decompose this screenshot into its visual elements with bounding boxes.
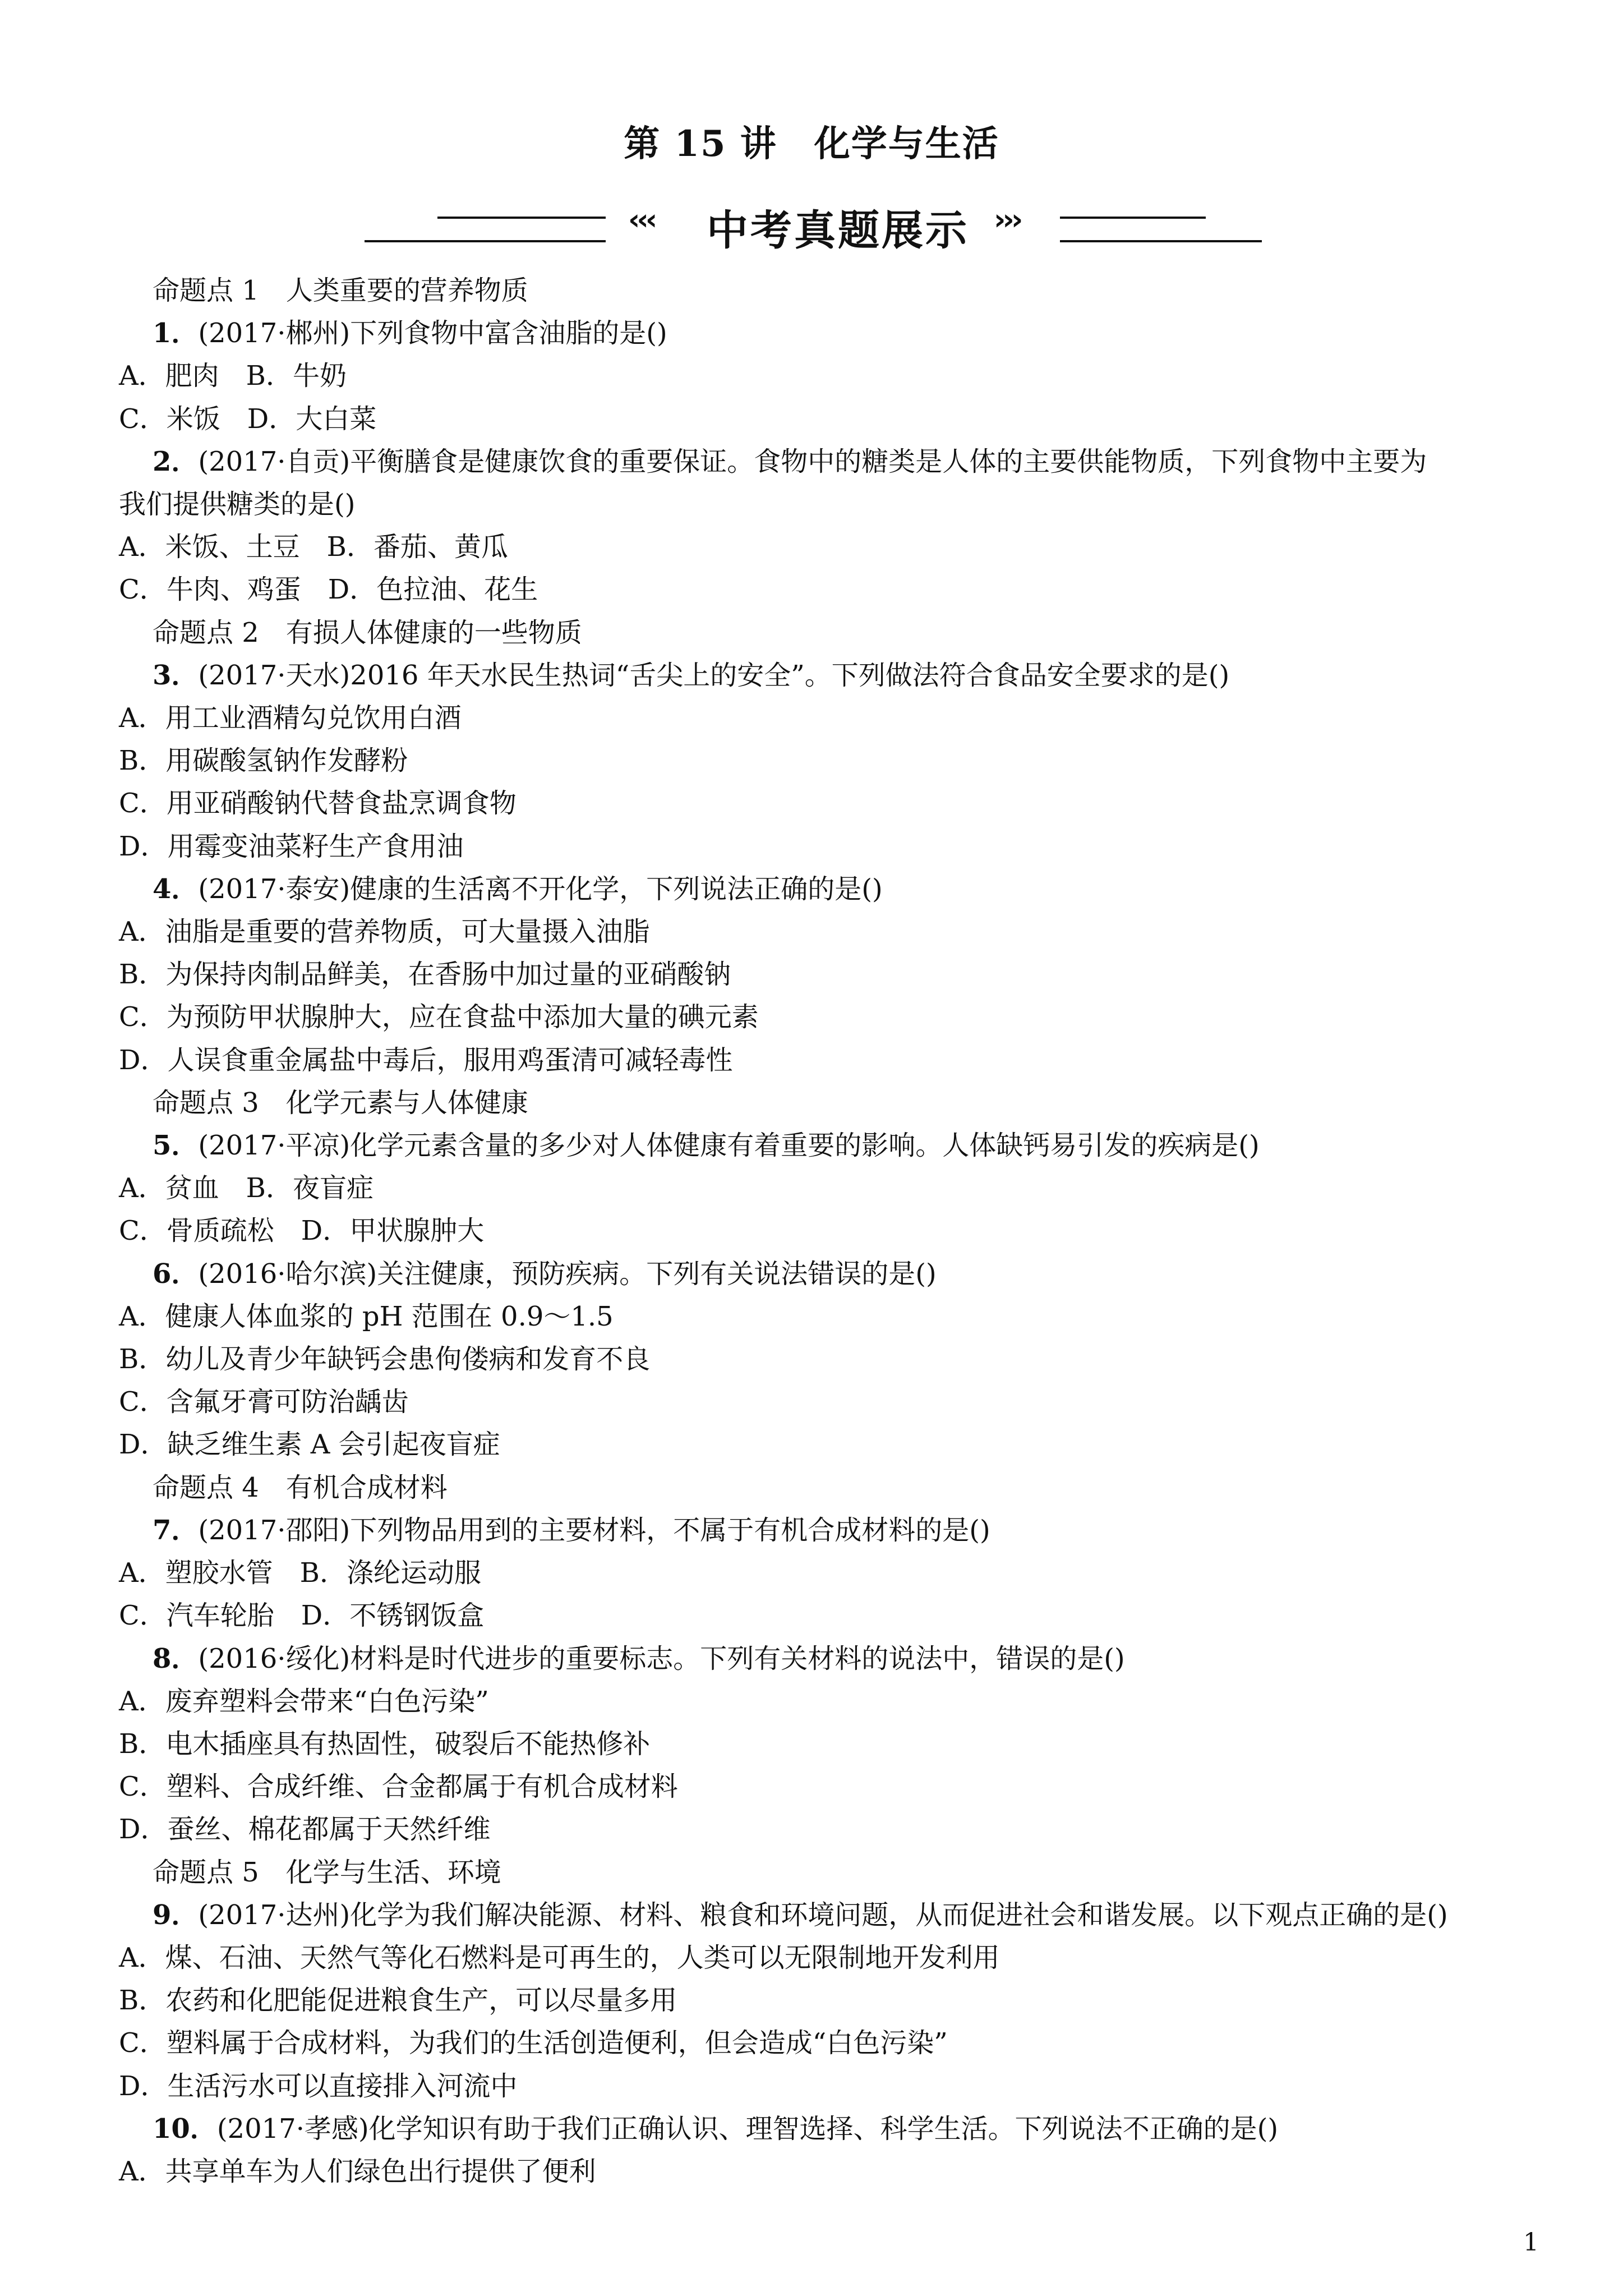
question-text: (2017·孝感)化学知识有助于我们正确认识、理智选择、科学生活。下列说法不正确的是() (216, 2113, 1279, 2145)
question-number: 3． (153, 659, 199, 691)
question-stem (153, 1124, 1538, 1167)
answer-option: D．人误食重金属盐中毒后，服用鸡蛋清可减轻毒性 (119, 1044, 733, 1076)
section-banner (365, 196, 1262, 258)
section-heading-text: 命题点 3 化学元素与人体健康 (153, 1087, 528, 1119)
answer-option: B．电木插座具有热固性，破裂后不能热修补 (119, 1728, 651, 1760)
question-stem (153, 2108, 1538, 2150)
question-stem (153, 868, 1538, 910)
question-stem (153, 1253, 1538, 1295)
answer-option: C．含氟牙膏可防治龋齿 (119, 1386, 409, 1418)
question-text: (2017·泰安)健康的生活离不开化学，下列说法正确的是() (198, 873, 883, 905)
question-number: 4． (153, 873, 199, 905)
answer-option: A．米饭、土豆 B．番茄、黄瓜 (119, 531, 508, 563)
banner-chevrons-right: ››› (994, 203, 1020, 237)
question-text: (2016·绥化)材料是时代进步的重要标志。下列有关材料的说法中，错误的是() (198, 1642, 1125, 1674)
answer-option: C．米饭 D．大白菜 (119, 403, 377, 435)
answer-option: B．为保持肉制品鲜美，在香肠中加过量的亚硝酸钠 (119, 959, 731, 991)
question-number: 9． (153, 1899, 199, 1931)
question-text: (2017·郴州)下列食物中富含油脂的是() (198, 318, 667, 349)
banner-rule-right-short (1060, 217, 1206, 219)
answer-option: B．农药和化肥能促进粮食生产，可以尽量多用 (119, 1985, 677, 2017)
question-stem (153, 1509, 1538, 1552)
banner-rule-right-long (1060, 240, 1262, 242)
banner-rule-left-long (365, 240, 606, 242)
banner-text: 中考真题展示 (707, 206, 969, 255)
question-text: (2017·平凉)化学元素含量的多少对人体健康有着重要的影响。人体缺钙易引发的疾病是() (198, 1130, 1260, 1162)
question-text: (2016·哈尔滨)关注健康，预防疾病。下列有关说法错误的是() (198, 1258, 937, 1290)
answer-option: A．塑胶水管 B．涤纶运动服 (119, 1557, 481, 1589)
banner-chevrons-left: ‹‹‹ (628, 203, 654, 237)
question-number: 1． (153, 318, 199, 349)
question-number: 6． (153, 1258, 199, 1290)
answer-option: A．废弃塑料会带来“白色污染” (119, 1685, 489, 1717)
page-title: 第 15 讲 化学与生活 (624, 123, 999, 165)
question-text: (2017·达州)化学为我们解决能源、材料、粮食和环境问题，从而促进社会和谐发展。以下观点正确的是() (198, 1899, 1448, 1931)
question-stem (153, 1894, 1538, 1936)
answer-option: A．用工业酒精勾兑饮用白酒 (119, 702, 462, 734)
answer-option: A．肥肉 B．牛奶 (119, 360, 347, 392)
answer-option: B．用碳酸氢钠作发酵粉 (119, 745, 408, 777)
section-heading (153, 1851, 1538, 1894)
question-number: 10． (153, 2113, 217, 2145)
answer-option: A．贫血 B．夜盲症 (119, 1172, 374, 1204)
section-heading (153, 611, 1538, 654)
answer-option: D．生活污水可以直接排入河流中 (119, 2070, 518, 2102)
question-number: 2． (153, 445, 199, 477)
question-stem (153, 312, 1538, 355)
question-stem (153, 1637, 1538, 1680)
section-heading-text: 命题点 5 化学与生活、环境 (153, 1856, 501, 1888)
answer-option: C．用亚硝酸钠代替食盐烹调食物 (119, 788, 517, 820)
question-text: (2017·天水)2016 年天水民生热词“舌尖上的安全”。下列做法符合食品安全要求的是() (198, 659, 1230, 691)
answer-option: D．用霉变油菜籽生产食用油 (119, 830, 464, 862)
answer-option: A．煤、石油、天然气等化石燃料是可再生的，人类可以无限制地开发利用 (119, 1941, 1000, 1973)
question-stem (153, 654, 1538, 697)
answer-option: D．缺乏维生素 A 会引起夜盲症 (119, 1429, 500, 1461)
answer-option: C．骨质疏松 D．甲状腺肿大 (119, 1215, 485, 1247)
section-heading-text: 命题点 1 人类重要的营养物质 (153, 275, 528, 306)
question-stem (153, 440, 1538, 483)
question-text: (2017·邵阳)下列物品用到的主要材料，不属于有机合成材料的是() (198, 1514, 990, 1546)
answer-option: B．幼儿及青少年缺钙会患佝偻病和发育不良 (119, 1343, 651, 1375)
question-text: (2017·自贡)平衡膳食是健康饮食的重要保证。食物中的糖类是人体的主要供能物质，下列食物中主要为 (198, 445, 1427, 477)
question-list (119, 269, 1538, 2193)
question-text-continuation: 我们提供糖类的是() (119, 489, 356, 521)
section-heading (153, 269, 1538, 312)
question-number: 5． (153, 1130, 199, 1162)
section-heading-text: 命题点 4 有机合成材料 (153, 1471, 448, 1503)
section-heading (153, 1082, 1538, 1124)
answer-option: C．为预防甲状腺肿大，应在食盐中添加大量的碘元素 (119, 1001, 759, 1033)
answer-option: A．共享单车为人们绿色出行提供了便利 (119, 2155, 596, 2187)
page-number: 1 (1523, 2228, 1539, 2257)
answer-option: C．塑料、合成纤维、合金都属于有机合成材料 (119, 1771, 678, 1803)
section-heading (153, 1466, 1538, 1509)
banner-rule-left-short (437, 217, 606, 219)
answer-option: C．汽车轮胎 D．不锈钢饭盒 (119, 1600, 485, 1632)
answer-option: D．蚕丝、棉花都属于天然纤维 (119, 1814, 491, 1846)
question-number: 7． (153, 1514, 199, 1546)
answer-option: A．油脂是重要的营养物质，可大量摄入油脂 (119, 916, 650, 948)
question-number: 8． (153, 1642, 199, 1674)
section-heading-text: 命题点 2 有损人体健康的一些物质 (153, 616, 582, 648)
answer-option: C．牛肉、鸡蛋 D．色拉油、花生 (119, 574, 538, 606)
answer-option: C．塑料属于合成材料，为我们的生活创造便利，但会造成“白色污染” (119, 2027, 948, 2059)
answer-option: A．健康人体血浆的 pH 范围在 0.9～1.5 (119, 1300, 614, 1332)
